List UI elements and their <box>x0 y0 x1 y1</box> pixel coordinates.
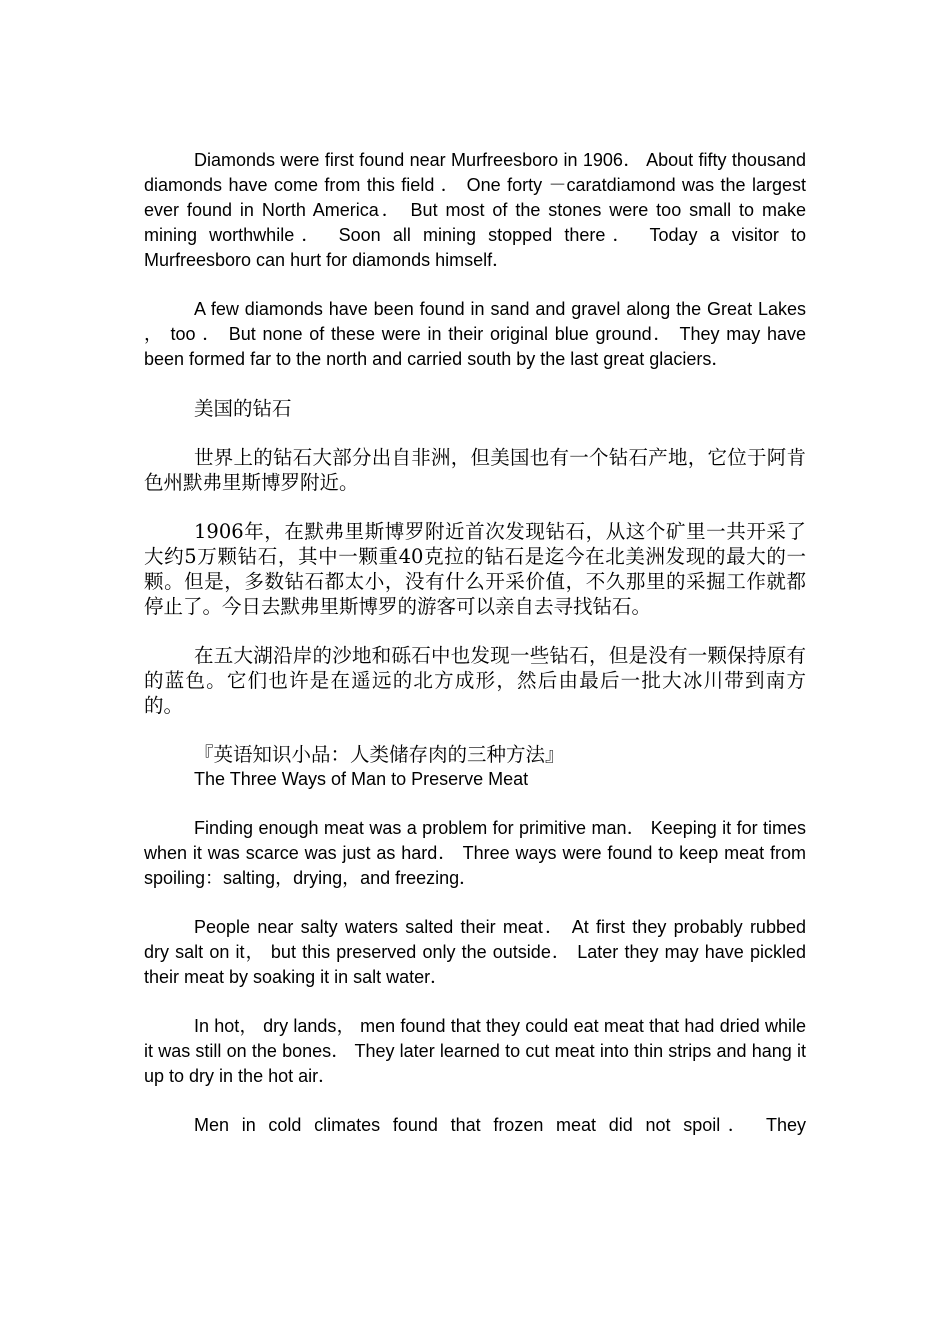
paragraph-salting-en: People near salty waters salted their meat． At first they probably rubbed dry salt on it， but this preserved only the outside． Later they may have pickled their meat by soaking it in salt water． <box>144 917 806 987</box>
section-title-en: The Three Ways of Man to Preserve Meat <box>194 769 529 789</box>
paragraph-drying-en: In hot， dry lands， men found that they could eat meat that had dried while it was still on the bones． They later learned to cut meat into thin strips and hang it up to dry in the hot air． <box>144 1016 806 1086</box>
paragraph-finding-meat-en: Finding enough meat was a problem for primitive man． Keeping it for times when it was scarce was just as hard． Three ways were found to keep meat from spoiling：salting，drying，and freezing． <box>144 818 806 888</box>
paragraph-freezing-en: Men in cold climates found that frozen meat did not spoil． They <box>194 1115 806 1135</box>
paragraph-great-lakes-en: A few diamonds have been found in sand and gravel along the Great Lakes ， too ． But none of these were in their original blue ground． They may have been formed far to the north and carried south by the last great glaciers． <box>144 299 806 369</box>
paragraph-world-diamonds-cn: 世界上的钻石大部分出自非洲，但美国也有一个钻石产地，它位于阿肯色州默弗里斯博罗附近。 <box>144 446 806 494</box>
paragraph-great-lakes-cn: 在五大湖沿岸的沙地和砾石中也发现一些钻石，但是没有一颗保持原有的蓝色。它们也许是在遥远的北方成形，然后由最后一批大冰川带到南方的。 <box>144 644 806 717</box>
document-body <box>144 148 806 1138</box>
paragraph-murfreesboro-en: Diamonds were first found near Murfreesboro in 1906． About fifty thousand diamonds have come from this field ． One forty －caratdiamond was the largest ever found in North America． But most of the stones were too small to make mining worthwhile． Soon all mining stopped there． Today a visitor to Murfreesboro can hurt for diamonds himself． <box>144 150 806 270</box>
section-heading-cn: 『英语知识小品：人类储存肉的三种方法』 <box>194 743 565 766</box>
paragraph-1906-cn: 1906年，在默弗里斯博罗附近首次发现钻石，从这个矿里一共开采了大约5万颗钻石，其中一颗重40克拉的钻石是迄今在北美洲发现的最大的一颗。但是，多数钻石都太小，没有什么开采价值，不久那里的采掘工作就都停止了。今日去默弗里斯博罗的游客可以亲自去寻找钻石。 <box>144 520 806 618</box>
heading-american-diamonds-cn: 美国的钻石 <box>194 397 292 420</box>
